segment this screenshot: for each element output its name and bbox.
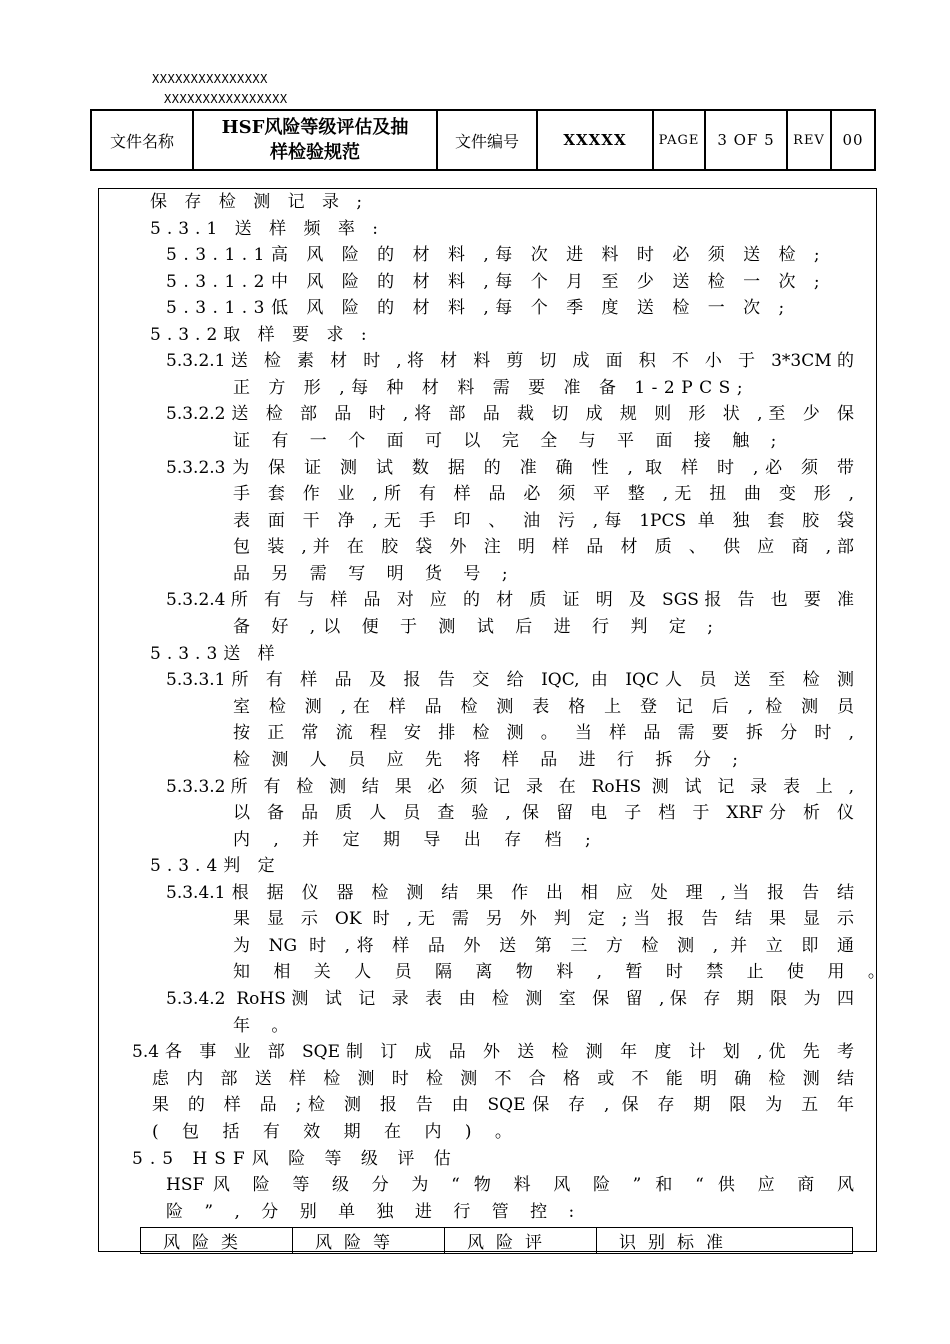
body-line: 5.3.3.1所 有 样 品 及 报 告 交 给 IQC, 由 IQC人 员 送 至 检 测 — [166, 670, 854, 690]
body-line: 室 检 测 ,在 样 品 检 测 表 格 上 登 记 后 , 检 测 员 — [233, 697, 854, 717]
rev-value: 00 — [831, 110, 875, 170]
risk-level-table — [140, 1227, 853, 1254]
body-line: 内 , 并 定 期 导 出 存 档 ; — [233, 830, 600, 850]
body-line: 包 装 ,并 在 胶 袋 外 注 明 样 品 材 质 、 供 应 商 ,部 — [233, 537, 854, 557]
rev-label: REV — [787, 110, 831, 170]
col-header-risk-level: 风险等 — [293, 1228, 445, 1254]
body-line: 5.4各 事 业 部 SQE制 订 成 品 外 送 检 测 年 度 计 划 ,优 先 考 — [132, 1042, 854, 1062]
document-header-table — [90, 109, 876, 171]
body-line: 5.3.2.2送 检 部 品 时 ,将 部 品 裁 切 成 规 则 形 状 ,至 少 保 — [166, 404, 854, 424]
col-header-risk-assessment: 风险评 — [445, 1228, 597, 1254]
body-line: 5.3.1 送 样 频 率 : — [150, 219, 385, 239]
body-line: 为 NG 时 ,将 样 品 外 送 第 三 方 检 测 , 并 立 即 通 — [233, 936, 854, 956]
body-line: 检 测 人 员 应 先 将 样 品 进 行 拆 分 ; — [233, 750, 746, 770]
body-line: 年 。 — [233, 1016, 297, 1036]
body-line: 品 另 需 写 明 货 号 ; — [233, 564, 516, 584]
company-name-line1: XXXXXXXXXXXXXXX — [152, 72, 268, 86]
body-line: 表 面 干 净 ,无 手 印 、 油 污 ,每 1PCS 单 独 套 胶 袋 — [233, 511, 854, 531]
body-line: 5.3.2.4所 有 与 样 品 对 应 的 材 质 证 明 及 SGS报 告 也 要 准 — [166, 590, 854, 610]
doc-no-label: 文件编号 — [437, 110, 537, 170]
body-line: 保 存 检 测 记 录 ; — [150, 192, 369, 212]
body-line: 5.3.1.3低 风 险 的 材 料 ,每 个 季 度 送 检 一 次 ; — [166, 298, 791, 318]
company-name-line2: XXXXXXXXXXXXXXXX — [164, 92, 288, 106]
body-line: 按 正 常 流 程 安 排 检 测 。 当 样 品 需 要 拆 分 时 , — [233, 723, 854, 743]
body-line: 5.3.2.3为 保 证 测 试 数 据 的 准 确 性 , 取 样 时 ,必 须 带 — [166, 458, 854, 478]
body-line: 5.3.4.1根 据 仪 器 检 测 结 果 作 出 相 应 处 理 ,当 报 告 结 — [166, 883, 854, 903]
body-line: 虑 内 部 送 样 检 测 时 检 测 不 合 格 或 不 能 明 确 检 测 结 — [152, 1069, 854, 1089]
doc-name-label: 文件名称 — [91, 110, 193, 170]
body-line: 5.3.4.2 RoHS测 试 记 录 表 由 检 测 室 保 留 ,保 存 期 限 为 四 — [166, 989, 854, 1009]
body-line: 手 套 作 业 ,所 有 样 品 必 须 平 整 ,无 扭 曲 变 形 , — [233, 484, 854, 504]
body-line: 果 显 示 OK 时 ,无 需 另 外 判 定 ;当 报 告 结 果 显 示 — [233, 909, 854, 929]
body-line: ( 包 括 有 效 期 在 内 ) 。 — [152, 1122, 521, 1142]
body-line: 证 有 一 个 面 可 以 完 全 与 平 面 接 触 ; — [233, 431, 785, 451]
body-line: 险 ” , 分 别 单 独 进 行 管 控 : — [166, 1202, 583, 1222]
col-header-risk-category: 风险类 — [141, 1228, 293, 1254]
doc-title-line1: HSF风险等级评估及抽 — [221, 117, 409, 138]
page-label: PAGE — [653, 110, 705, 170]
table-header-row — [141, 1228, 853, 1254]
body-line: 5.5 HSF风 险 等 级 评 估 — [132, 1149, 458, 1169]
doc-title-line2: 样检验规范 — [270, 142, 360, 163]
page-value: 3 OF 5 — [705, 110, 787, 170]
body-line: 备 好 ,以 便 于 测 试 后 进 行 判 定 ; — [233, 617, 721, 637]
body-line: 知 相 关 人 员 隔 离 物 料 , 暂 时 禁 止 使 用 。 — [233, 962, 894, 982]
col-header-identification-criteria: 识别标准 — [597, 1228, 853, 1254]
body-line: 果 的 样 品 ;检 测 报 告 由 SQE保 存 , 保 存 期 限 为 五 年 — [152, 1095, 854, 1115]
body-line: 5.3.2.1送 检 素 材 时 ,将 材 料 剪 切 成 面 积 不 小 于 3*3CM的 — [166, 351, 854, 371]
body-line: HSF风 险 等 级 分 为 “ 物 料 风 险 ” 和 “ 供 应 商 风 — [166, 1175, 854, 1195]
body-line: 5.3.3送 样 — [150, 644, 281, 664]
body-line: 以 备 品 质 人 员 查 验 , 保 留 电 子 档 于 XRF分 析 仪 — [233, 803, 854, 823]
doc-no: XXXXX — [537, 110, 653, 170]
body-line: 5.3.2取 样 要 求 : — [150, 325, 373, 345]
body-line: 5.3.3.2所 有 检 测 结 果 必 须 记 录 在 RoHS 测 试 记 录 表 上 , — [166, 777, 854, 797]
body-line: 5.3.4判 定 — [150, 856, 281, 876]
body-line: 正 方 形 ,每 种 材 料 需 要 准 备 1-2PCS; — [233, 378, 750, 398]
body-line: 5.3.1.2中 风 险 的 材 料 ,每 个 月 至 少 送 检 一 次 ; — [166, 272, 827, 292]
doc-title — [193, 110, 437, 170]
body-line: 5.3.1.1高 风 险 的 材 料 ,每 次 进 料 时 必 须 送 检 ; — [166, 245, 827, 265]
